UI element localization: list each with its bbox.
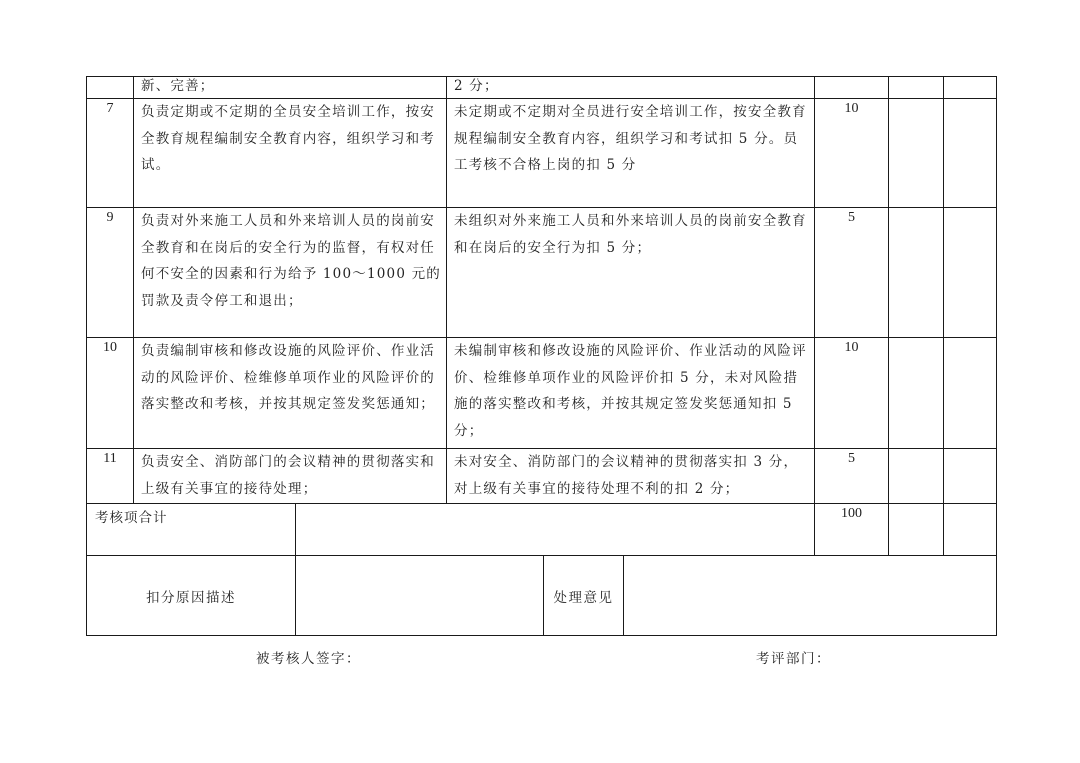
actual-score-cell [944, 99, 997, 208]
deduction-cell [889, 338, 944, 449]
table-row [87, 338, 997, 449]
row-number [87, 77, 134, 99]
assessment-table-body [86, 76, 997, 636]
reason-input[interactable] [296, 556, 544, 636]
table-row [87, 449, 997, 504]
score-cell: 10 [815, 99, 889, 208]
examinee-signature-label: 被考核人签字： [256, 651, 361, 667]
deduction-cell [889, 208, 944, 338]
total-label: 考核项合计 [87, 504, 296, 556]
duty-cell: 负责编制审核和修改设施的风险评价、作业活动的风险评价、检维修单项作业的风险评价的落实整改和考核，并按其规定签发奖惩通知； [134, 338, 447, 449]
evaluation-department-label: 考评部门： [756, 651, 831, 667]
criteria-cell: 未定期或不定期对全员进行安全培训工作，按安全教育规程编制安全教育内容，组织学习和考试扣 5 分。员工考核不合格上岗的扣 5 分 [447, 99, 815, 208]
duty-cell: 负责定期或不定期的全员安全培训工作，按安全教育规程编制安全教育内容，组织学习和考试。 [134, 99, 447, 208]
duty-cell: 负责对外来施工人员和外来培训人员的岗前安全教育和在岗后的安全行为的监督，有权对任何不安全的因素和行为给予 100～1000 元的罚款及责令停工和退出； [134, 208, 447, 338]
total-row [87, 504, 997, 556]
score-cell: 5 [815, 449, 889, 504]
row-number: 11 [87, 449, 134, 504]
reason-row [87, 556, 997, 636]
table-row-partial [87, 77, 997, 99]
total-score: 100 [815, 504, 889, 556]
deduction-cell [889, 77, 944, 99]
score-cell: 5 [815, 208, 889, 338]
actual-score-cell [944, 208, 997, 338]
row-number: 9 [87, 208, 134, 338]
opinion-label: 处理意见 [544, 556, 624, 636]
total-blank-cell [296, 504, 815, 556]
duty-cell: 负责安全、消防部门的会议精神的贯彻落实和上级有关事宜的接待处理； [134, 449, 447, 504]
signature-line [0, 647, 1080, 667]
criteria-cell: 未组织对外来施工人员和外来培训人员的岗前安全教育和在岗后的安全行为扣 5 分； [447, 208, 815, 338]
criteria-cell: 未对安全、消防部门的会议精神的贯彻落实扣 3 分，对上级有关事宜的接待处理不利的扣 2 分； [447, 449, 815, 504]
table-row [87, 99, 997, 208]
actual-score-cell [944, 77, 997, 99]
total-actual-cell [944, 504, 997, 556]
reason-label: 扣分原因描述 [87, 556, 296, 636]
actual-score-cell [944, 338, 997, 449]
score-cell [815, 77, 889, 99]
actual-score-cell [944, 449, 997, 504]
deduction-cell [889, 449, 944, 504]
criteria-cell: 未编制审核和修改设施的风险评价、作业活动的风险评价、检维修单项作业的风险评价扣 5 分，未对风险措施的落实整改和考核，并按其规定签发奖惩通知扣 5 分； [447, 338, 815, 449]
row-number: 7 [87, 99, 134, 208]
opinion-input[interactable] [624, 556, 997, 636]
row-number: 10 [87, 338, 134, 449]
total-deduction-cell [889, 504, 944, 556]
score-cell: 10 [815, 338, 889, 449]
table-row [87, 208, 997, 338]
deduction-cell [889, 99, 944, 208]
duty-cell: 新、完善； [134, 77, 447, 99]
criteria-cell: 2 分； [447, 77, 815, 99]
